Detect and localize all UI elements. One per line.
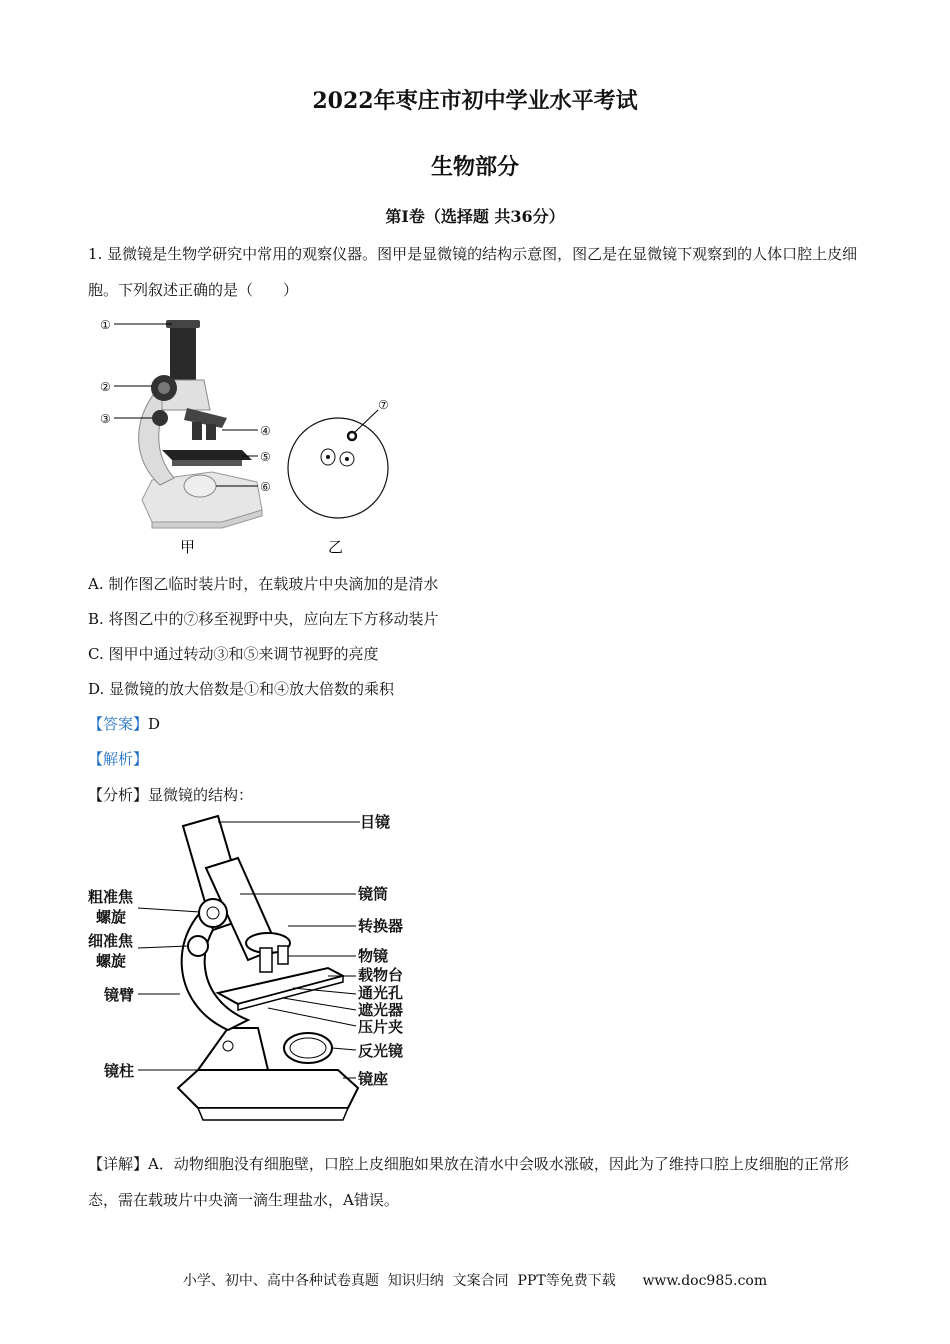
option-c: C. 图甲中通过转动③和⑤来调节视野的亮度 bbox=[88, 645, 379, 663]
caption-jia: 甲 bbox=[180, 538, 196, 556]
footer bbox=[0, 1270, 950, 1290]
question-stem: 1. 显微镜是生物学研究中常用的观察仪器。图甲是显微镜的结构示意图，图乙是在显微镜下观察到的人体口腔上皮细胞。下列叙述正确的是（ ） bbox=[88, 245, 858, 299]
label-3: ③ bbox=[100, 412, 111, 426]
label-pillar: 镜柱 bbox=[104, 1062, 135, 1080]
label-coarse-1: 粗准焦 bbox=[88, 888, 134, 906]
label-2: ② bbox=[100, 380, 111, 394]
option-a: A. 制作图乙临时装片时，在载玻片中央滴加的是清水 bbox=[88, 575, 439, 593]
label-nosepiece: 转换器 bbox=[358, 917, 404, 935]
label-1: ① bbox=[100, 318, 111, 332]
exam-title: 2022年枣庄市初中学业水平考试 bbox=[312, 88, 638, 114]
label-coarse-2: 螺旋 bbox=[96, 908, 127, 926]
detail-paragraph: 【详解】A．动物细胞没有细胞壁，口腔上皮细胞如果放在清水中会吸水涨破，因此为了维持口腔上皮细胞的正常形态，需在载玻片中央滴一滴生理盐水，A错误。 bbox=[88, 1155, 849, 1209]
microscope-structure-diagram bbox=[88, 808, 428, 1138]
microscope-figure bbox=[92, 310, 412, 560]
analysis-tag: 【解析】 bbox=[88, 750, 149, 768]
label-objective: 物镜 bbox=[358, 947, 389, 965]
footer-url[interactable]: www.doc985.com bbox=[642, 1273, 768, 1289]
label-aperture: 通光孔 bbox=[358, 984, 404, 1002]
section-heading: 第Ⅰ卷（选择题 共36分） bbox=[385, 207, 565, 226]
label-clip: 压片夹 bbox=[358, 1018, 404, 1036]
caption-yi: 乙 bbox=[328, 538, 344, 556]
label-diaphragm: 遮光器 bbox=[358, 1001, 404, 1019]
label-base: 镜座 bbox=[358, 1070, 389, 1088]
label-4: ④ bbox=[260, 424, 271, 438]
option-d: D. 显微镜的放大倍数是①和④放大倍数的乘积 bbox=[88, 680, 395, 698]
label-arm: 镜臂 bbox=[104, 986, 135, 1004]
label-stage: 载物台 bbox=[358, 966, 404, 984]
subject-title: 生物部分 bbox=[430, 154, 519, 180]
answer-value: D bbox=[148, 715, 161, 733]
label-5: ⑤ bbox=[260, 450, 271, 464]
label-7: ⑦ bbox=[378, 398, 389, 412]
label-eyepiece: 目镜 bbox=[360, 813, 391, 831]
label-mirror: 反光镜 bbox=[358, 1042, 404, 1060]
label-6: ⑥ bbox=[260, 480, 271, 494]
label-tube: 镜筒 bbox=[358, 885, 389, 903]
footer-text: 小学、初中、高中各种试卷真题 知识归纳 文案合同 PPT等免费下载 bbox=[182, 1273, 616, 1289]
analysis-intro: 【分析】显微镜的结构： bbox=[88, 786, 254, 804]
answer-line bbox=[88, 713, 160, 734]
label-fine-1: 细准焦 bbox=[88, 932, 134, 950]
option-b: B. 将图乙中的⑦移至视野中央，应向左下方移动装片 bbox=[88, 610, 439, 628]
answer-tag: 【答案】 bbox=[88, 715, 149, 733]
label-fine-2: 螺旋 bbox=[96, 952, 127, 970]
